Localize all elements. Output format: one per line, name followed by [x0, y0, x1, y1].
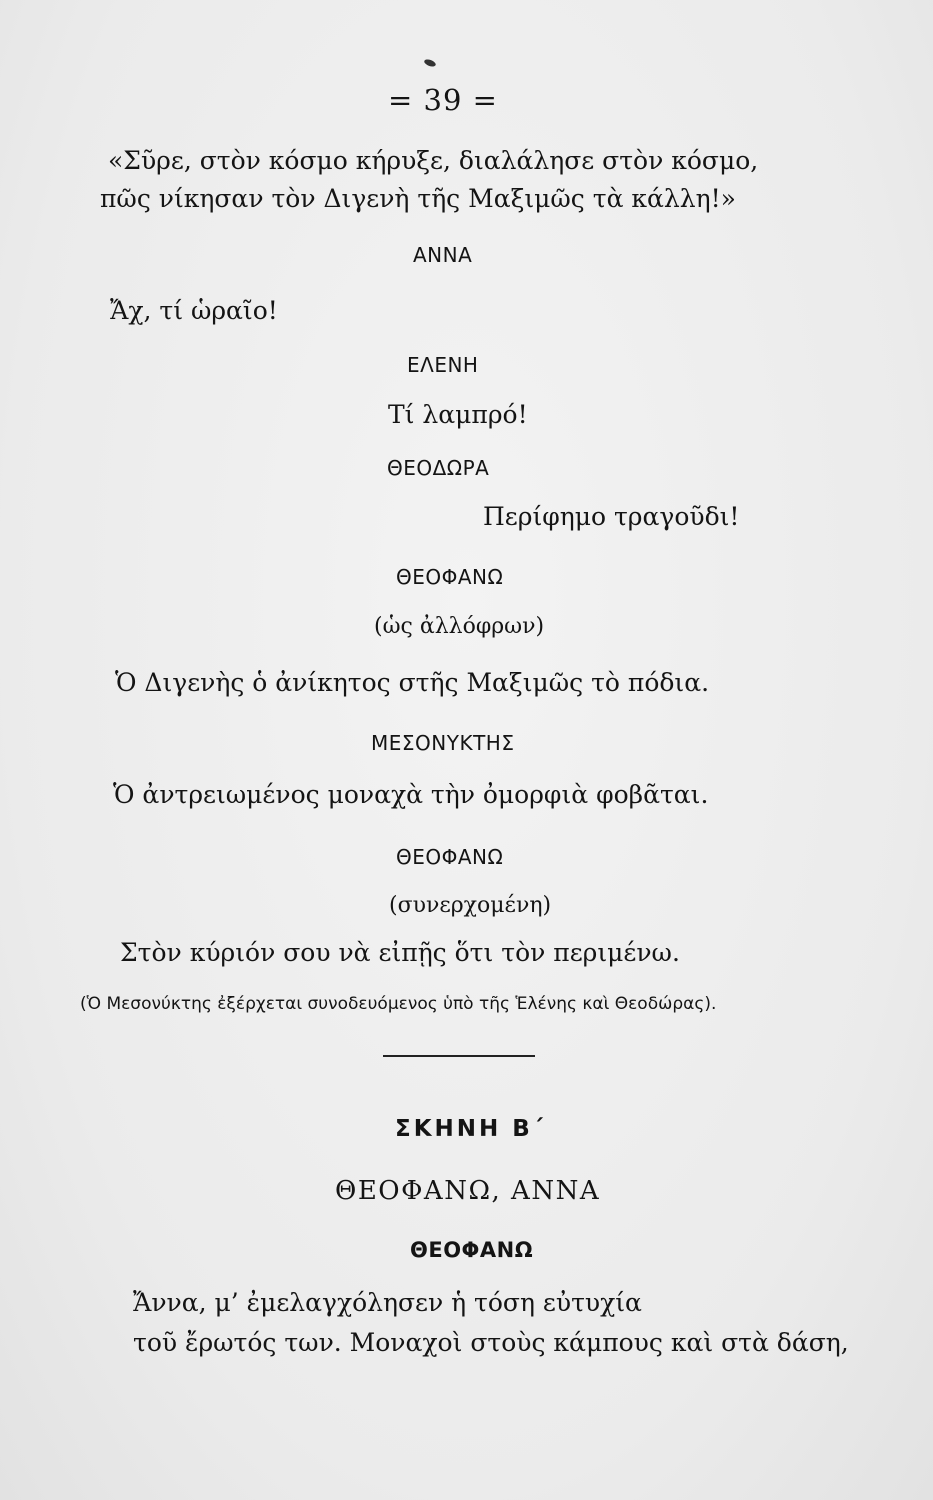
verse-line: «Σῦρε, στὸν κόσμο κήρυξε, διαλάλησε στὸν κόσμο, [108, 146, 759, 175]
scene-title: ΣΚΗΝΗ Β΄ [395, 1116, 546, 1142]
verse-line: Ἄννα, μ’ ἐμελαγχόλησεν ἡ τόση εὐτυχία [133, 1288, 642, 1317]
verse-line: τοῦ ἔρωτός των. Μοναχοὶ στοὺς κάμπους καὶ στὰ δάση, [133, 1328, 849, 1357]
verse-line: πῶς νίκησαν τὸν Διγενὴ τῆς Μαξιμῶς τὰ κάλλη!» [100, 184, 736, 213]
speaker-name: ΘΕΟΔΩΡΑ [387, 456, 490, 480]
stage-direction: (Ὁ Μεσονύκτης ἐξέρχεται συνοδευόμενος ὑπὸ τῆς Ἑλένης καὶ Θεοδώρας). [80, 994, 717, 1014]
ink-speck [423, 58, 436, 68]
speaker-name: ΘΕΟΦΑΝΩ [396, 565, 504, 589]
verse-line: Τί λαμπρό! [388, 400, 528, 429]
verse-line: Ὁ Διγενὴς ὁ ἀνίκητος στῆς Μαξιμῶς τὸ πόδια. [115, 668, 710, 697]
verse-line: Ἄχ, τί ὡραῖο! [110, 296, 278, 325]
page-number: = 39 = [388, 83, 498, 117]
speaker-name: ΘΕΟΦΑΝΩ [410, 1238, 534, 1262]
scene-characters: ΘΕΟΦΑΝΩ, ΑΝΝΑ [335, 1176, 601, 1206]
speaker-name: ΘΕΟΦΑΝΩ [396, 845, 504, 869]
section-divider [383, 1055, 535, 1057]
verse-line: Ὁ ἀντρειωμένος μοναχὰ τὴν ὀμορφιὰ φοβᾶται. [113, 780, 709, 809]
speaker-name: ΜΕΣΟΝΥΚΤΗΣ [371, 731, 515, 755]
speaker-name: ΕΛΕΝΗ [407, 353, 479, 377]
verse-line: Στὸν κύριόν σου νὰ εἰπῇς ὅτι τὸν περιμένω. [120, 938, 680, 967]
stage-direction: (ὡς ἀλλόφρων) [374, 614, 545, 639]
stage-direction: (συνερχομένη) [389, 893, 552, 918]
verse-line: Περίφημο τραγοῦδι! [483, 502, 740, 531]
speaker-name: ΑΝΝΑ [413, 243, 473, 267]
